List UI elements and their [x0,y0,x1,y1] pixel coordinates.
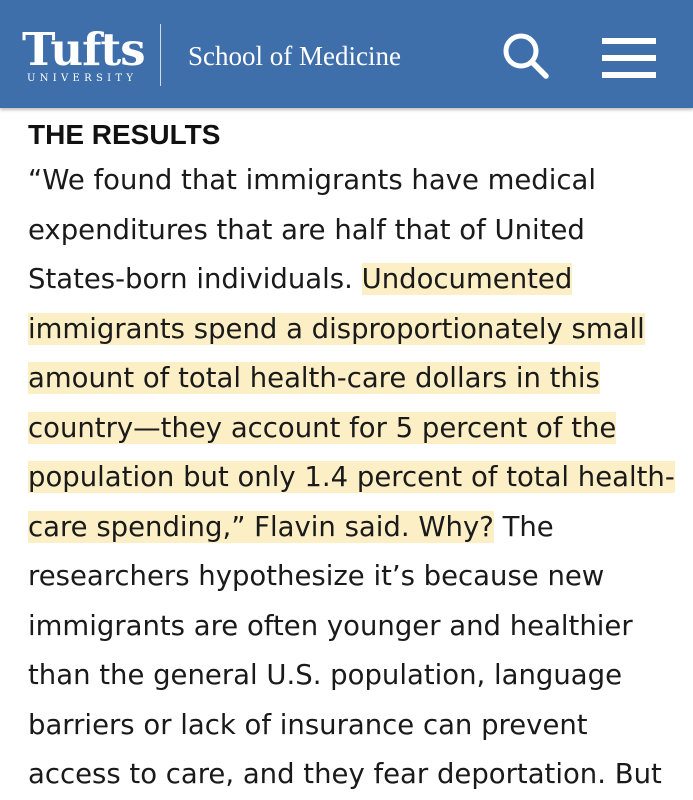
text-segment: The [493,510,554,543]
paragraph-line [28,453,678,503]
site-header [0,0,693,108]
search-button[interactable] [500,30,552,82]
tufts-logo-subtitle: UNIVERSITY [27,73,138,84]
paragraph-line [28,503,678,553]
paragraph-line [28,305,678,355]
paragraph-line [28,255,678,305]
text-segment: access to care, and they fear deportation. But [28,758,662,790]
article-paragraph [28,156,678,800]
logo-divider [160,24,161,86]
paragraph-line [28,701,678,751]
highlighted-text: country—they account for 5 percent of the [28,411,617,444]
paragraph-line [28,552,678,602]
paragraph-line [28,750,678,800]
highlighted-text: amount of total health-care dollars in this [28,362,600,394]
tufts-logo[interactable]: Tufts [22,23,145,76]
menu-button[interactable] [602,36,656,80]
highlighted-text: Undocumented [361,263,573,295]
highlighted-text: care spending,” Flavin said. Why? [28,510,494,543]
search-icon [500,30,552,82]
text-segment: immigrants are often younger and healthier [28,609,633,642]
text-segment: States-born individuals. [28,263,362,295]
article-content [28,114,678,800]
school-name-link[interactable]: School of Medicine [188,41,401,71]
paragraph-line [28,404,678,454]
text-segment: “We found that immigrants have medical [28,164,597,196]
highlighted-text: immigrants spend a disproportionately small [28,312,645,345]
paragraph-line [28,156,678,206]
text-segment: researchers hypothesize it’s because new [28,560,605,592]
paragraph-line [28,206,678,256]
text-segment: barriers or lack of insurance can prevent [28,708,588,741]
section-title: THE RESULTS [28,119,221,150]
paragraph-line [28,651,678,701]
text-segment: than the general U.S. population, language [28,659,623,691]
highlighted-text: population but only 1.4 percent of total health- [28,461,675,493]
paragraph-line [28,602,678,652]
paragraph-line [28,354,678,404]
text-segment: expenditures that are half that of United [28,213,585,246]
